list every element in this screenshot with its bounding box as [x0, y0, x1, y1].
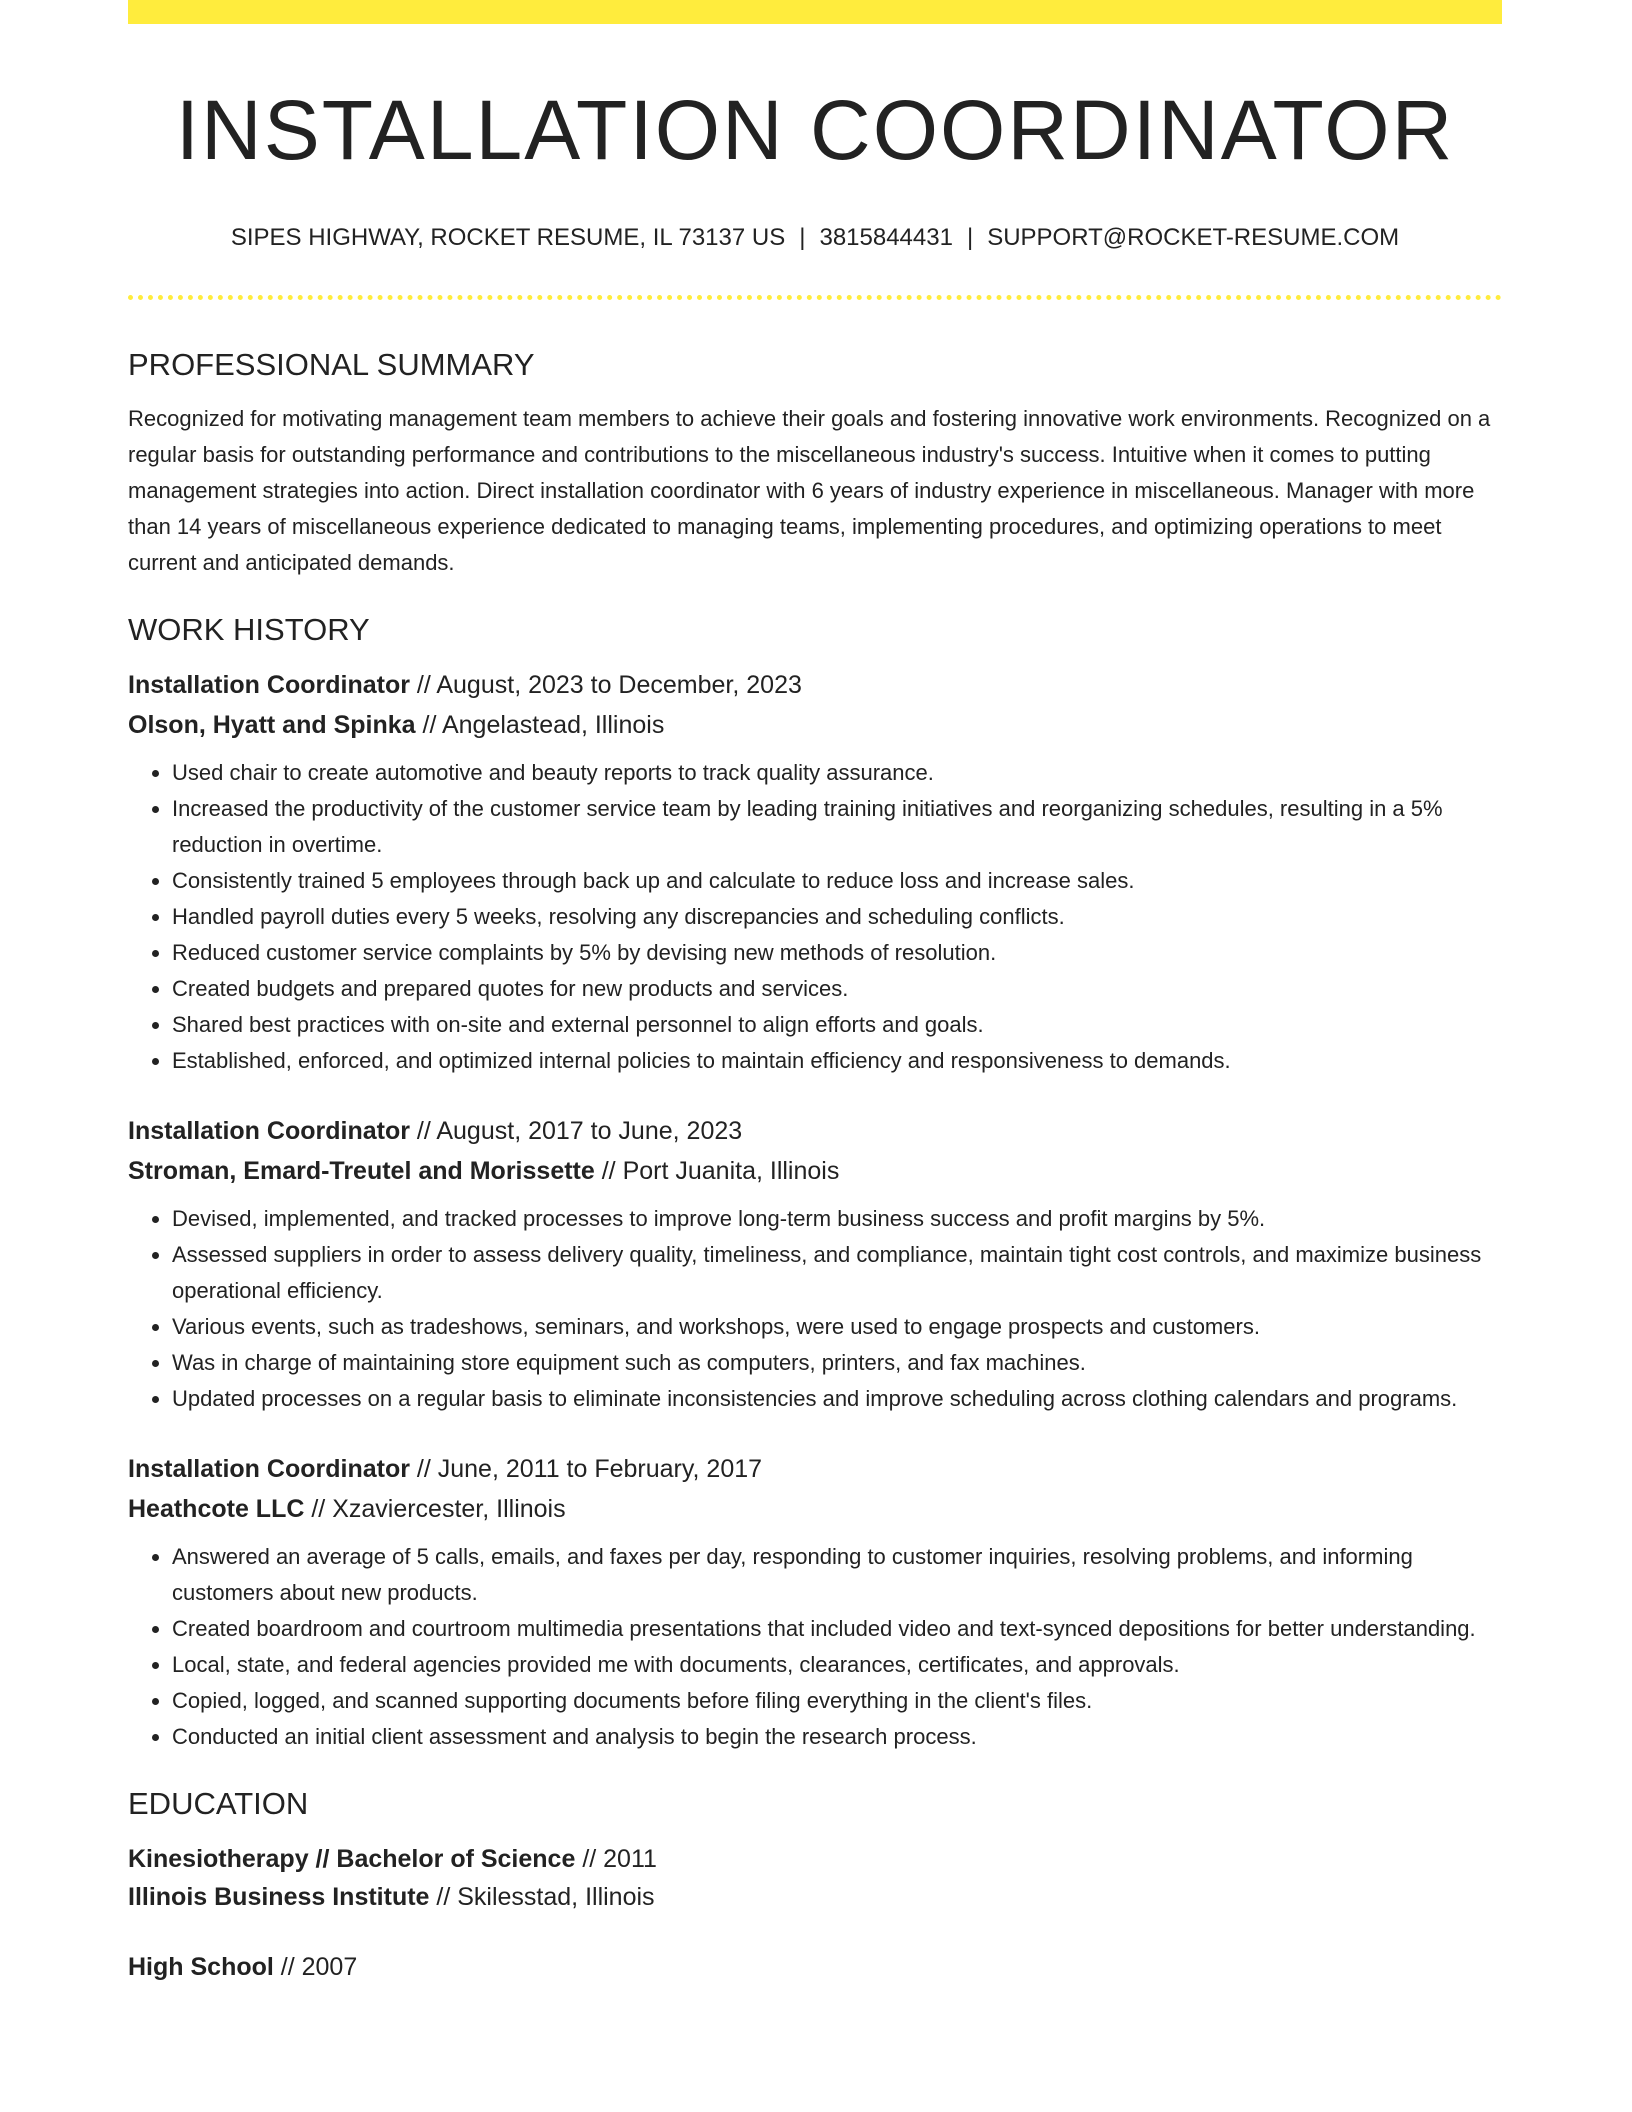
list-item: • Various events, such as tradeshows, seminars, and workshops, were used to engage prospects and customers. [172, 1309, 1502, 1345]
list-item: • Reduced customer service complaints by 5% by devising new methods of resolution. [172, 935, 1502, 971]
list-item: • Copied, logged, and scanned supporting documents before filing everything in the client's files. [172, 1683, 1502, 1719]
job-dates: // June, 2011 to February, 2017 [409, 1454, 763, 1483]
education-degree: Kinesiotherapy // Bachelor of Science [128, 1844, 576, 1873]
contact-separator: | [799, 224, 806, 252]
job-location: // Xzaviercester, Illinois [304, 1494, 566, 1523]
list-item: • Updated processes on a regular basis to eliminate inconsistencies and improve scheduling across clothing calendars and programs. [172, 1381, 1502, 1417]
contact-line [128, 224, 1502, 253]
list-item: • Consistently trained 5 employees through back up and calculate to reduce loss and increase sales. [172, 863, 1502, 899]
list-item: • Devised, implemented, and tracked processes to improve long-term business success and profit margins by 5%. [172, 1201, 1502, 1237]
job-company: Stroman, Emard-Treutel and Morissette [128, 1156, 595, 1185]
list-item: • Increased the productivity of the customer service team by leading training initiatives and reorganizing schedules, resulting in a 5% reduction in overtime. [172, 791, 1502, 863]
list-item: • Answered an average of 5 calls, emails, and faxes per day, responding to customer inquiries, resolving problems, and informing customers about new products. [172, 1539, 1502, 1611]
job-location: // Angelastead, Illinois [415, 710, 665, 739]
education-location: // Skilesstad, Illinois [429, 1882, 655, 1911]
section-title-work: WORK HISTORY [128, 612, 370, 648]
job-dates: // August, 2023 to December, 2023 [409, 670, 802, 699]
list-item: • Created boardroom and courtroom multimedia presentations that included video and text-synced depositions for better understanding. [172, 1611, 1502, 1647]
list-item: • Established, enforced, and optimized internal policies to maintain efficiency and responsiveness to demands. [172, 1043, 1502, 1079]
job-bullets [128, 1539, 1502, 1755]
education-year: // 2007 [273, 1952, 358, 1981]
education-degree-line [128, 1840, 1502, 1878]
resume-title: INSTALLATION COORDINATOR [175, 83, 1455, 177]
job-bullets [128, 1201, 1502, 1417]
job-location: // Port Juanita, Illinois [594, 1156, 840, 1185]
job-role-line [128, 1449, 1502, 1489]
education-degree: High School [128, 1952, 274, 1981]
list-item: • Assessed suppliers in order to assess delivery quality, timeliness, and compliance, maintain tight cost controls, and maximize business operational efficiency. [172, 1237, 1502, 1309]
section-title-education: EDUCATION [128, 1785, 309, 1821]
job-entry-2 [128, 1111, 1502, 1417]
education-entry-2 [128, 1948, 1502, 1986]
job-bullets [128, 755, 1502, 1079]
job-entry-1 [128, 665, 1502, 1079]
list-item: • Was in charge of maintaining store equipment such as computers, printers, and fax machines. [172, 1345, 1502, 1381]
list-item: • Handled payroll duties every 5 weeks, resolving any discrepancies and scheduling conflicts. [172, 899, 1502, 935]
job-company: Heathcote LLC [128, 1494, 305, 1523]
list-item: • Conducted an initial client assessment and analysis to begin the research process. [172, 1719, 1502, 1755]
section-title-summary: PROFESSIONAL SUMMARY [128, 347, 535, 383]
job-entry-3 [128, 1449, 1502, 1755]
job-role: Installation Coordinator [128, 1454, 410, 1483]
job-role: Installation Coordinator [128, 1116, 410, 1145]
accent-top-bar [128, 0, 1502, 24]
contact-phone: 3815844431 [819, 224, 953, 252]
job-dates: // August, 2017 to June, 2023 [409, 1116, 743, 1145]
education-school: Illinois Business Institute [128, 1882, 430, 1911]
contact-separator: | [966, 224, 974, 252]
dotted-divider [128, 295, 1502, 300]
education-entry-1 [128, 1840, 1502, 1916]
job-role-line [128, 665, 1502, 705]
job-role-line [128, 1111, 1502, 1151]
list-item: • Shared best practices with on-site and external personnel to align efforts and goals. [172, 1007, 1502, 1043]
job-company-line [128, 705, 1502, 745]
list-item: • Created budgets and prepared quotes for new products and services. [172, 971, 1502, 1007]
contact-email: SUPPORT@ROCKET-RESUME.COM [987, 224, 1400, 252]
job-company-line [128, 1489, 1502, 1529]
summary-text: Recognized for motivating management team members to achieve their goals and fostering innovative work environments. Recognized on a regular basis for outstanding performance and contributions to the miscellaneous industry's success. Intuitive when it comes to putting management strategies into action. Direct installation coordinator with 6 years of industry experience in miscellaneous. Manager with more than 14 years of miscellaneous experience dedicated to managing teams, implementing procedures, and optimizing operations to meet current and anticipated demands. [128, 406, 1491, 576]
education-school-line [128, 1878, 1502, 1916]
job-company: Olson, Hyatt and Spinka [128, 710, 416, 739]
list-item: • Used chair to create automotive and beauty reports to track quality assurance. [172, 755, 1502, 791]
resume-page [128, 0, 1502, 1986]
job-role: Installation Coordinator [128, 670, 410, 699]
education-year: // 2011 [575, 1844, 657, 1873]
education-degree-line [128, 1948, 1502, 1986]
contact-address: SIPES HIGHWAY, ROCKET RESUME, IL 73137 US [230, 224, 786, 252]
job-company-line [128, 1151, 1502, 1191]
list-item: • Local, state, and federal agencies provided me with documents, clearances, certificates, and approvals. [172, 1647, 1502, 1683]
